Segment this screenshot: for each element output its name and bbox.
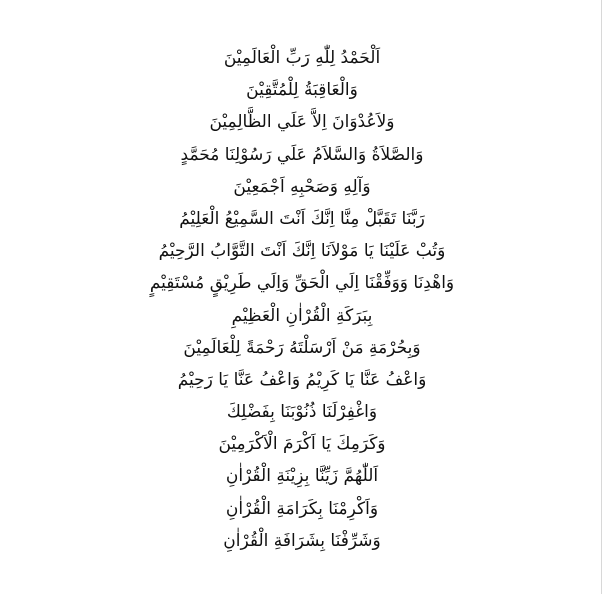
verse-line-text: وَاَكْرِمْنَا بِكَرَامَةِ الْقُرْاٰنِ bbox=[225, 498, 379, 519]
verse-line-text: وَبِحُرْمَةِ مَنْ اَرْسَلْتَهُ رَحْمَةً لِلْعَالَمِيْنَ bbox=[183, 337, 421, 358]
verse-line bbox=[60, 493, 544, 525]
verse-line-text: وَشَرِّفْنَا بِشَرَافَةِ الْقُرْاٰنِ bbox=[223, 530, 381, 551]
verse-line-text: وَالصَّلاَةُ وَالسَّلاَمُ عَلَي رَسُوْلِنَا مُحَمَّدٍ bbox=[180, 144, 424, 165]
verse-line bbox=[60, 171, 544, 203]
verse-line-text: وَآلِهِ وَصَحْبِهِ اَجْمَعِيْنَ bbox=[233, 176, 371, 197]
verse-line-text: اَلْحَمْدُ لِلّٰهِ رَبِّ الْعَالَمِيْنَ bbox=[223, 48, 381, 68]
verse-line bbox=[60, 139, 544, 171]
verse-line bbox=[60, 203, 544, 235]
verse-line bbox=[60, 235, 544, 267]
verse-line bbox=[60, 332, 544, 364]
prayer-text bbox=[60, 42, 544, 557]
verse-line-text: وَاغْفِرْلَنَا ذُنُوْبَنَا بِفَضْلِكَ bbox=[226, 402, 378, 423]
verse-line-text: وَالْعَاقِبَةُ لِلْمُتَّقِيْنَ bbox=[246, 80, 358, 101]
verse-line bbox=[60, 74, 544, 106]
verse-line bbox=[60, 106, 544, 138]
verse-line bbox=[60, 267, 544, 299]
verse-line bbox=[60, 300, 544, 332]
verse-line bbox=[60, 428, 544, 460]
verse-line-text: وَلاَعُدْوَانَ اِلاَّ عَلَي الظَّالِمِيْنَ bbox=[209, 112, 395, 133]
verse-line-text: وَاهْدِنَا وَوَفِّقْنَا اِلَي الْحَقِّ وَاِلَي طَرِيْقٍ مُسْتَقِيْمٍ bbox=[149, 273, 455, 294]
verse-line-text: اَللّٰهُمَّ زَيِّنَّا بِزِيْنَةِ الْقُرْاٰنِ bbox=[225, 466, 379, 487]
verse-line bbox=[60, 460, 544, 492]
verse-line bbox=[60, 42, 544, 74]
verse-line bbox=[60, 364, 544, 396]
verse-line-text: وَكَرَمِكَ يَا اَكْرَمَ الْاَكْرَمِيْنَ bbox=[218, 434, 386, 455]
verse-line-text: وَتُبْ عَلَيْنَا يَا مَوْلاَنَا اِنَّكَ اَنْتَ التَّوَّابُ الرَّحِيْمُ bbox=[158, 241, 446, 262]
verse-line-text: بِبَرَكَةِ الْقُرْاٰنِ الْعَظِيْمِ bbox=[231, 305, 373, 326]
verse-line-text: رَبَّنَا تَقَبَّلْ مِنَّا اِنَّكَ اَنْتَ السَّمِيْعُ الْعَلِيْمُ bbox=[179, 208, 425, 229]
verse-line bbox=[60, 525, 544, 557]
verse-line bbox=[60, 396, 544, 428]
page-edge-line bbox=[601, 0, 602, 594]
verse-line-text: وَاعْفُ عَنَّا يَا كَرِيْمُ وَاعْفُ عَنَّا يَا رَحِيْمُ bbox=[177, 369, 427, 390]
